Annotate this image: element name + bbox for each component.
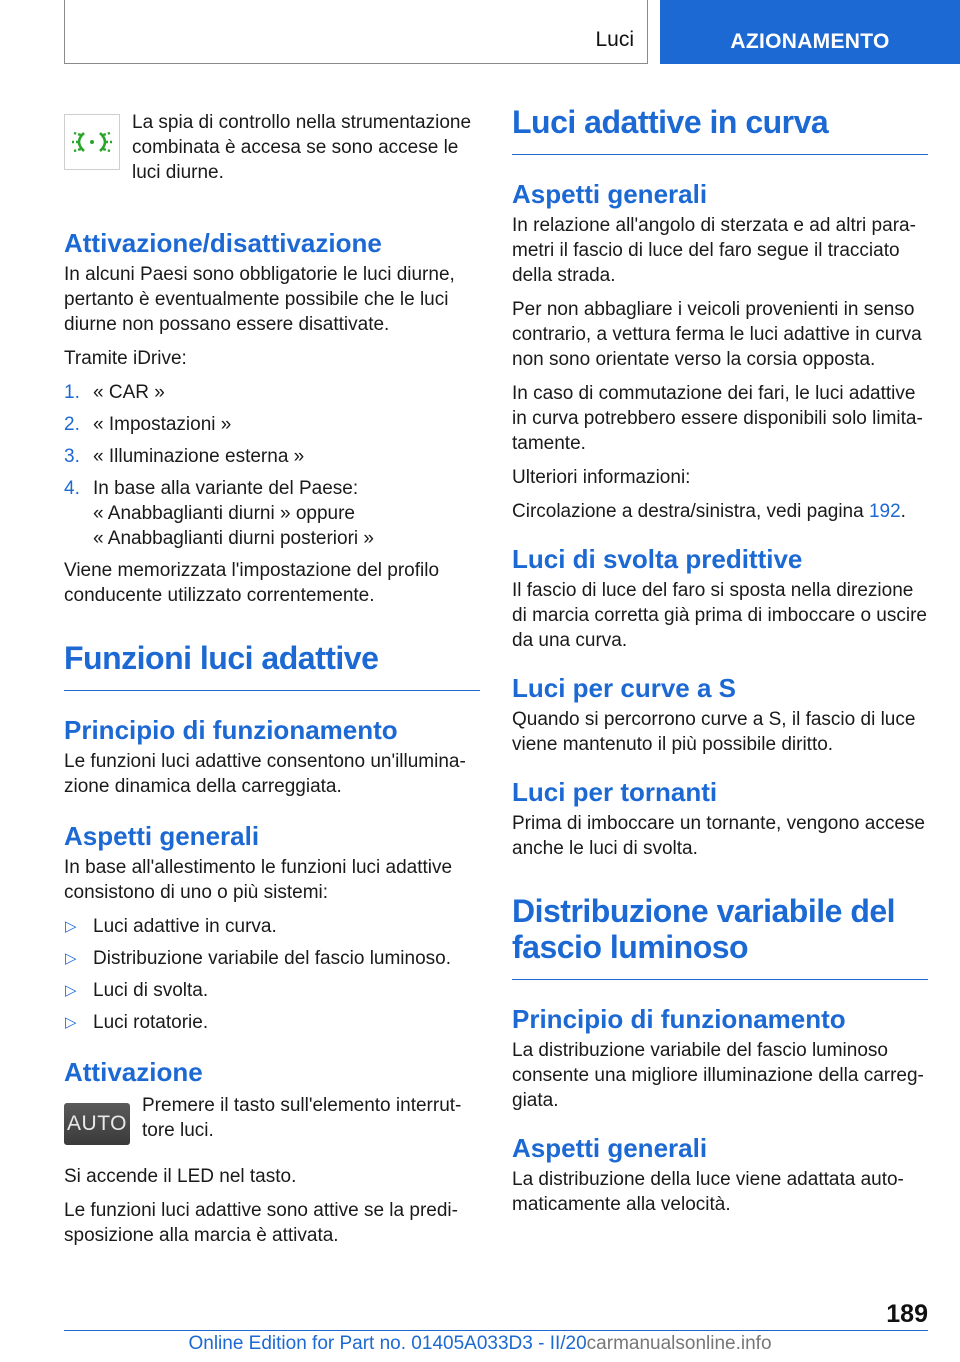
heading-aspetti-generali: Aspetti generali — [64, 821, 260, 851]
heading-attivazione-disattivazione: Attivazione/disattivazione — [64, 228, 382, 258]
heading-principio: Principio di funzionamento — [512, 1004, 846, 1034]
heading-line: fascio luminoso — [512, 929, 749, 965]
paragraph-ulteriori: Ulteriori informazioni: — [512, 467, 691, 488]
paragraph-aspetti: In base all'allestimento le funzioni luci adattive consistono di uno o più sistemi: — [64, 857, 453, 903]
step-number: 4. — [64, 478, 80, 499]
heading-aspetti-generali: Aspetti generali — [512, 1133, 708, 1163]
paragraph-led: Si accende il LED nel tasto. — [64, 1166, 297, 1187]
section-title: Luci — [595, 28, 634, 51]
heading-tornanti: Luci per tornanti — [512, 777, 718, 807]
step-item — [64, 444, 480, 469]
triangle-bullet-icon: ▷ — [65, 950, 77, 967]
auto-button-label: AUTO — [67, 1112, 127, 1135]
idrive-steps — [64, 380, 480, 551]
paragraph-attive: Le funzioni luci adattive sono attive se la predi-sposizione alla marcia è attivata. — [64, 1200, 458, 1246]
list-item — [64, 946, 480, 971]
step-item — [64, 380, 480, 405]
chapter-tab — [660, 0, 960, 64]
paragraph-angolo: In relazione all'angolo di sterzata e ad altri para-metri il fascio di luce del faro segue il tracciato della strada. — [512, 215, 916, 286]
circolazione-end: . — [900, 501, 906, 522]
paragraph-svolta: Il fascio di luce del faro si sposta nella direzione di marcia corretta già prima di imboccare o uscire da una curva. — [512, 580, 927, 651]
heading-curve-a-s: Luci per curve a S — [512, 673, 736, 703]
heading-distribuzione-variabile — [512, 893, 928, 980]
heading-attivazione: Attivazione — [64, 1057, 203, 1087]
step-option: « Anabbaglianti diurni » oppure — [93, 503, 355, 524]
paragraph-circolazione — [512, 499, 928, 524]
edition-text: Online Edition for Part no. 01405A033D3 - II/20 — [188, 1333, 587, 1354]
left-column — [64, 96, 480, 1257]
auto-button-row — [64, 1091, 480, 1152]
drl-indicator-row — [64, 102, 480, 194]
list-item — [64, 978, 480, 1003]
triangle-bullet-icon: ▷ — [65, 1014, 77, 1031]
paragraph-tornanti: Prima di imboccare un tornante, vengono accese anche le luci di svolta. — [512, 813, 925, 859]
step-text: « CAR » — [93, 382, 165, 403]
circolazione-text: Circolazione a destra/sinistra, vedi pagina — [512, 501, 869, 522]
header-frame — [64, 0, 648, 64]
chapter-title: AZIONAMENTO — [730, 30, 890, 53]
heading-line: Distribuzione variabile del — [512, 893, 896, 929]
step-text: In base alla variante del Paese: — [93, 478, 359, 499]
list-item-text: Luci di svolta. — [93, 980, 209, 1001]
drl-indicator-text: La spia di controllo nella strumentazione combinata è accesa se sono accese le luci diurne. — [132, 112, 472, 183]
step-text: « Illuminazione esterna » — [93, 446, 305, 467]
paragraph-commutazione: In caso di commutazione dei fari, le luci adattive in curva potrebbero essere disponibili solo limita-tamente. — [512, 383, 923, 454]
step-item — [64, 412, 480, 437]
footer-divider — [64, 1330, 928, 1331]
paragraph-memorizzata: Viene memorizzata l'impostazione del profilo conducente utilizzato correntemente. — [64, 560, 440, 606]
triangle-bullet-icon: ▷ — [65, 918, 77, 935]
paragraph-principio: Le funzioni luci adattive consentono un'illumina-zione dinamica della carreggiata. — [64, 751, 466, 797]
paragraph-tramite: Tramite iDrive: — [64, 348, 187, 369]
page-number: 189 — [886, 1300, 928, 1328]
systems-list — [64, 914, 480, 1035]
footer — [0, 1333, 960, 1355]
step-number: 3. — [64, 446, 80, 467]
heading-funzioni-luci-adattive: Funzioni luci adattive — [64, 640, 480, 691]
paragraph-abbagliare: Per non abbagliare i veicoli provenienti in senso contrario, a vettura ferma le luci adattive in curva non sono orientate verso la corsia opposta. — [512, 299, 922, 370]
paragraph-aspetti2: La distribuzione della luce viene adattata auto-maticamente alla velocità. — [512, 1169, 904, 1215]
heading-aspetti-generali: Aspetti generali — [512, 179, 708, 209]
triangle-bullet-icon: ▷ — [65, 982, 77, 999]
heading-luci-adattive-in-curva: Luci adattive in curva — [512, 104, 928, 155]
step-number: 1. — [64, 382, 80, 403]
paragraph-principio2: La distribuzione variabile del fascio luminoso consente una migliore illuminazione della carreg-giata. — [512, 1040, 924, 1111]
heading-principio: Principio di funzionamento — [64, 715, 398, 745]
step-item — [64, 476, 480, 551]
heading-luci-di-svolta: Luci di svolta predittive — [512, 544, 803, 574]
auto-button-icon — [64, 1103, 130, 1145]
list-item-text: Luci adattive in curva. — [93, 916, 277, 937]
step-number: 2. — [64, 414, 80, 435]
daytime-running-lights-icon — [64, 114, 120, 170]
list-item-text: Luci rotatorie. — [93, 1012, 209, 1033]
paragraph-premere: Premere il tasto sull'elemento interrut-tore luci. — [142, 1095, 462, 1141]
page-reference-link[interactable]: 192 — [868, 501, 901, 522]
right-column — [512, 96, 928, 1226]
list-item — [64, 914, 480, 939]
step-text: « Impostazioni » — [93, 414, 232, 435]
list-item-text: Distribuzione variabile del fascio luminoso. — [93, 948, 452, 969]
list-item — [64, 1010, 480, 1035]
paragraph-curve-s: Quando si percorrono curve a S, il fascio di luce viene mantenuto il più possibile diritto. — [512, 709, 916, 755]
paragraph-paesi: In alcuni Paesi sono obbligatorie le luci diurne, pertanto è eventualmente possibile che le luci diurne non possano essere disattivate. — [64, 264, 455, 335]
step-option: « Anabbaglianti diurni posteriori » — [93, 528, 374, 549]
watermark: carmanualsonline.info — [586, 1333, 772, 1354]
